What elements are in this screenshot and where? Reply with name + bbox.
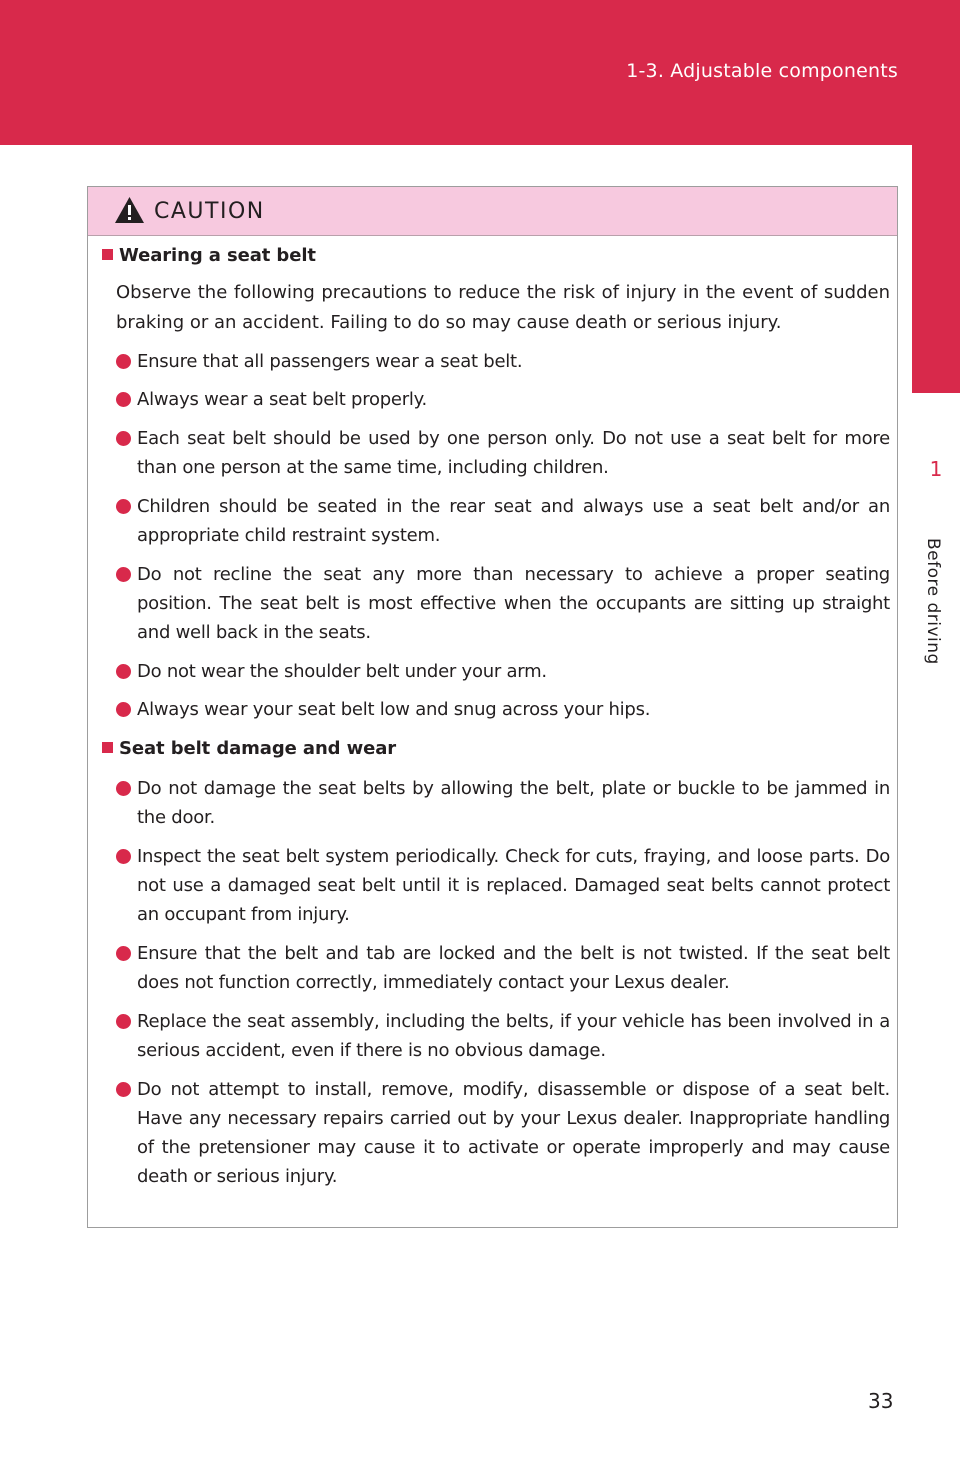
section-heading-text: Wearing a seat belt [119, 245, 316, 266]
side-tab-bar [912, 145, 960, 393]
chapter-label: Before driving [923, 538, 943, 665]
section-title: 1-3. Adjustable components [626, 60, 898, 82]
bullet-dot-icon [116, 664, 131, 679]
list-item: Inspect the seat belt system periodically. Check for cuts, fraying, and loose parts. Do not use a damaged seat belt until it is replaced. Damaged seat belts cannot protect an occupant from injury. [116, 842, 890, 929]
chapter-number: 1 [929, 457, 943, 481]
warning-triangle-icon [114, 196, 145, 224]
list-item: Ensure that the belt and tab are locked and the belt is not twisted. If the seat belt does not function correctly, immediately contact your Lexus dealer. [116, 939, 890, 997]
page-number: 33 [868, 1389, 894, 1413]
bullet-dot-icon [116, 946, 131, 961]
list-item: Do not wear the shoulder belt under your arm. [116, 657, 890, 686]
bullet-dot-icon [116, 392, 131, 407]
section-heading [102, 738, 396, 759]
caution-box [87, 186, 898, 1228]
list-item: Replace the seat assembly, including the belts, if your vehicle has been involved in a serious accident, even if there is no obvious damage. [116, 1007, 890, 1065]
intro-paragraph: Observe the following precautions to reduce the risk of injury in the event of sudden braking or an accident. Failing to do so may cause death or serious injury. [116, 282, 890, 333]
list-item: Ensure that all passengers wear a seat belt. [116, 347, 890, 376]
square-bullet-icon [102, 742, 113, 753]
list-item: Do not damage the seat belts by allowing the belt, plate or buckle to be jammed in the door. [116, 774, 890, 832]
list-item: Always wear a seat belt properly. [116, 385, 890, 414]
bullet-dot-icon [116, 849, 131, 864]
list-item: Do not recline the seat any more than necessary to achieve a proper seating position. The seat belt is most effective when the occupants are sitting up straight and well back in the seats. [116, 560, 890, 647]
bullet-dot-icon [116, 354, 131, 369]
bullet-dot-icon [116, 1014, 131, 1029]
section-heading [102, 245, 316, 266]
square-bullet-icon [102, 249, 113, 260]
bullet-dot-icon [116, 1082, 131, 1097]
list-item: Each seat belt should be used by one person only. Do not use a seat belt for more than one person at the same time, including children. [116, 424, 890, 482]
list-item: Always wear your seat belt low and snug across your hips. [116, 695, 890, 724]
caution-title: CAUTION [154, 199, 265, 224]
caution-header [88, 187, 897, 236]
chapter-side-tab [912, 145, 960, 1245]
section-heading-text: Seat belt damage and wear [119, 738, 397, 759]
list-item: Do not attempt to install, remove, modify, disassemble or dispose of a seat belt. Have any necessary repairs carried out by your Lexus dealer. Inappropriate handling of the pretensioner may cause it to activate or operate improperly and may cause death or serious injury. [116, 1075, 890, 1191]
bullet-dot-icon [116, 781, 131, 796]
bullet-dot-icon [116, 431, 131, 446]
bullet-dot-icon [116, 499, 131, 514]
list-item: Children should be seated in the rear seat and always use a seat belt and/or an appropriate child restraint system. [116, 492, 890, 550]
bullet-dot-icon [116, 702, 131, 717]
bullet-dot-icon [116, 567, 131, 582]
page-header [0, 0, 960, 145]
